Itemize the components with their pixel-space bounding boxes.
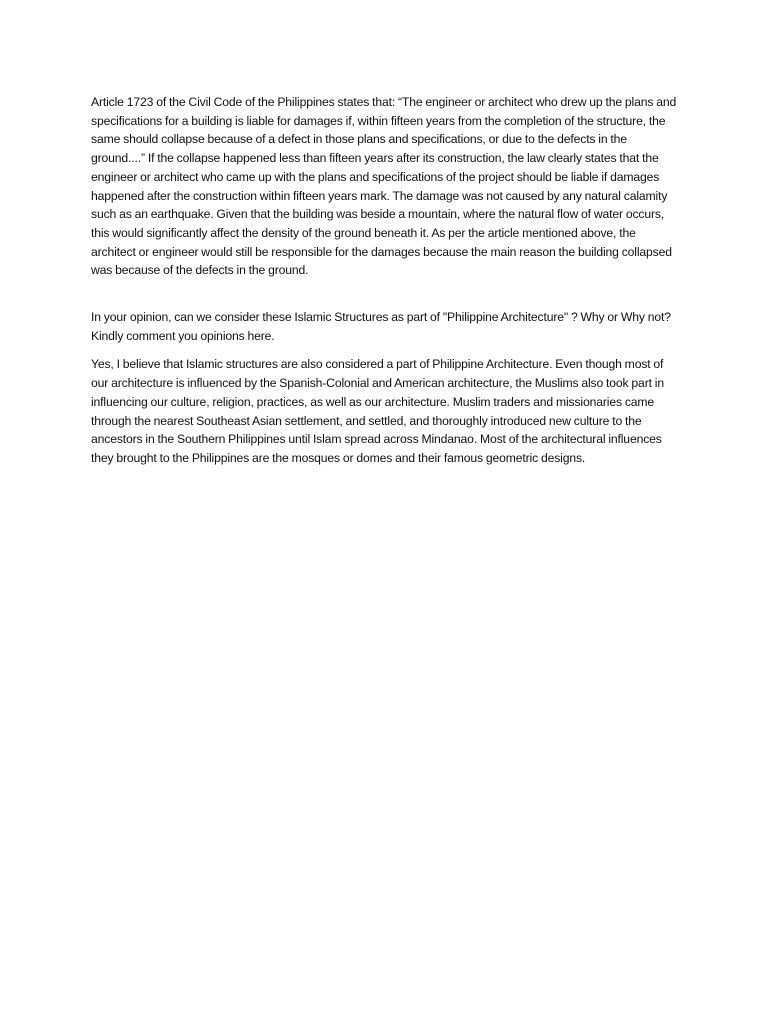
question-paragraph: In your opinion, can we consider these Islamic Structures as part of "Philippine Architecture" ? Why or Why not? Kindly comment you opinions here. bbox=[91, 310, 671, 343]
document-body bbox=[91, 93, 681, 468]
answer-paragraph: Yes, I believe that Islamic structures are also considered a part of Philippine Architecture. Even though most of our architecture is influenced by the Spanish-Colonial and American architecture, the Muslims also took part in influencing our culture, religion, practices, as well as our architecture. Muslim traders and missionaries came through the nearest Southeast Asian settlement, and settled, and thoroughly introduced new culture to the ancestors in the Southern Philippines until Islam spread across Mindanao. Most of the architectural influences they brought to the Philippines are the mosques or domes and their famous geometric designs. bbox=[91, 357, 664, 465]
article-1723-paragraph: Article 1723 of the Civil Code of the Philippines states that: “The engineer or architect who drew up the plans and specifications for a building is liable for damages if, within fifteen years from the completion of the structure, the same should collapse because of a defect in those plans and specifications, or due to the defects in the ground....” If the collapse happened less than fifteen years after its construction, the law clearly states that the engineer or architect who came up with the plans and specifications of the project should be liable if damages happened after the construction within fifteen years mark. The damage was not caused by any natural calamity such as an earthquake. Given that the building was beside a mountain, where the natural flow of water occurs, this would significantly affect the density of the ground beneath it. As per the article mentioned above, the architect or engineer would still be responsible for the damages because the main reason the building collapsed was because of the defects in the ground. bbox=[91, 95, 677, 278]
